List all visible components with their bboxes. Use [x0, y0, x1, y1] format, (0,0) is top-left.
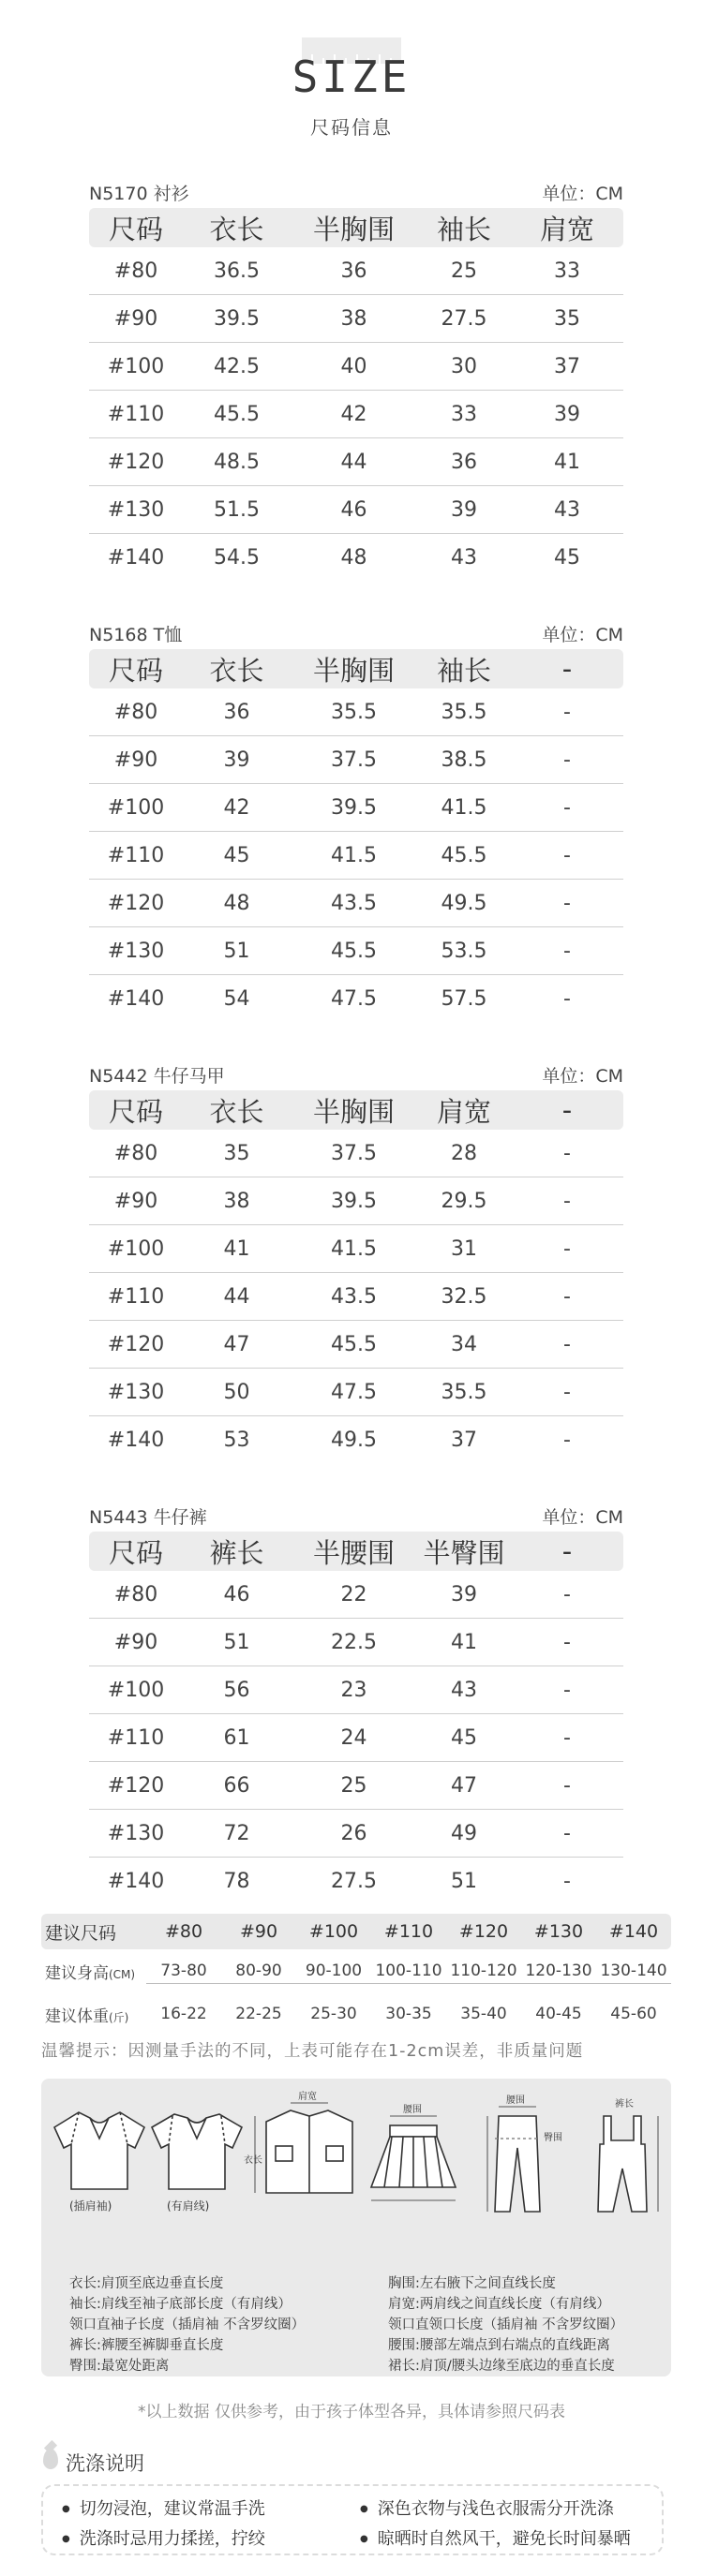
column-header: 袖长 [436, 654, 491, 687]
table-cell: - [563, 1284, 571, 1309]
table-cell: 41 [223, 1236, 250, 1261]
table-cell: 47 [451, 1773, 477, 1798]
table-cell: 25 [340, 1773, 367, 1798]
product-code: N5443 牛仔裤 [89, 1507, 207, 1528]
product-code: N5442 牛仔马甲 [89, 1066, 225, 1087]
weight-value: 35-40 [460, 2005, 507, 2023]
table-cell: 66 [223, 1773, 250, 1798]
table-cell: - [563, 1870, 571, 1893]
table-cell: - [563, 795, 571, 820]
table-cell: 44 [340, 450, 367, 474]
table-cell: #140 [107, 546, 165, 570]
table-cell: #100 [107, 795, 165, 820]
header [0, 0, 703, 159]
table-cell: 41 [451, 1630, 477, 1654]
table-cell: 47 [223, 1332, 250, 1356]
column-header: 袖长 [436, 213, 491, 245]
column-header: 半胸围 [312, 654, 395, 687]
table-cell: #110 [107, 1284, 165, 1309]
table-cell: 39 [451, 497, 477, 522]
column-header: 尺码 [108, 1536, 163, 1569]
hip-label: 臀围 [544, 2133, 562, 2143]
height-value: 120-130 [521, 1959, 596, 1984]
table-row [89, 784, 623, 832]
table-cell: 41 [554, 450, 580, 474]
table-cell: 45 [223, 843, 250, 867]
recommend-height-row [41, 1949, 671, 1992]
table-cell: 37.5 [331, 748, 377, 772]
table-header [89, 208, 623, 247]
table-cell: 33 [451, 402, 477, 426]
table-cell: 54 [223, 987, 250, 1011]
weight-label: 建议体重(斤) [45, 2006, 129, 2026]
table-header [89, 649, 623, 688]
table-cell: - [563, 891, 571, 915]
table-meta [89, 174, 623, 208]
wash-instructions [41, 2484, 664, 2555]
definition-item: 肩宽:两肩线之间直线长度（有肩线） [388, 2297, 610, 2312]
table-cell: 30 [451, 354, 477, 378]
table-cell: 45.5 [214, 402, 260, 426]
wash-item: ● 晾晒时自然风干，避免长时间暴晒 [360, 2525, 631, 2550]
wash-item: ● 深色衣物与浅色衣服需分开洗涤 [360, 2495, 614, 2520]
table-cell: 45 [554, 546, 580, 570]
table-row [89, 1130, 623, 1177]
weight-value: 45-60 [610, 2005, 657, 2023]
table-cell: 29.5 [441, 1189, 487, 1213]
table-row [89, 1619, 623, 1666]
unit-label: 单位：CM [542, 625, 623, 645]
weight-value: 22-25 [235, 2005, 282, 2023]
raglan-tee-icon [54, 2112, 144, 2189]
table-cell: #140 [107, 1429, 165, 1452]
table-row [89, 1416, 623, 1464]
table-cell: - [563, 1141, 571, 1165]
table-cell: - [563, 1582, 571, 1606]
wash-item: ● 切勿浸泡，建议常温手洗 [62, 2495, 265, 2520]
column-header: 尺码 [108, 213, 163, 245]
recommend-size: #130 [533, 1921, 584, 1942]
table-cell: 49.5 [331, 1429, 377, 1452]
table-row [89, 1571, 623, 1619]
table-cell: 33 [554, 259, 580, 283]
disclaimer-note: *以上数据 仅供参考，由于孩子体型各异，具体请参照尺码表 [138, 2403, 565, 2421]
definitions-left [69, 2273, 379, 2376]
table-cell: #130 [107, 1821, 165, 1845]
pants-icon [487, 2107, 540, 2212]
table-cell: - [563, 939, 571, 963]
setin-label: (有肩线) [167, 2199, 210, 2213]
table-cell: 54.5 [214, 546, 260, 570]
table-cell: 26 [340, 1821, 367, 1845]
height-value: 80-90 [221, 1959, 296, 1984]
size-table-shirt [89, 174, 623, 582]
unit-label: 单位：CM [542, 1507, 623, 1528]
table-cell: 43.5 [331, 891, 377, 915]
table-cell: #90 [113, 1630, 158, 1654]
pants-waist-label: 腰围 [506, 2095, 525, 2106]
table-cell: #120 [107, 1332, 165, 1356]
table-cell: 46 [340, 497, 367, 522]
table-row [89, 1321, 623, 1369]
table-cell: #110 [107, 843, 165, 867]
table-cell: #80 [113, 1141, 158, 1165]
table-cell: - [563, 843, 571, 867]
table-cell: - [563, 1725, 571, 1750]
garment-diagram [41, 2079, 671, 2266]
table-cell: 48 [340, 546, 367, 570]
table-cell: - [563, 1773, 571, 1798]
table-cell: 41.5 [331, 1236, 377, 1261]
table-row [89, 486, 623, 534]
height-value: 130-140 [596, 1959, 671, 1984]
recommend-header-row [41, 1914, 671, 1949]
product-code: N5170 衬衫 [89, 184, 189, 204]
column-header: 尺码 [108, 1095, 163, 1128]
table-cell: 47.5 [331, 1380, 377, 1404]
table-cell: #100 [107, 1236, 165, 1261]
weight-value: 30-35 [385, 2005, 432, 2023]
table-cell: 36 [451, 450, 477, 474]
weight-value: 25-30 [310, 2005, 357, 2023]
table-meta [89, 615, 623, 649]
definition-item: 领口直领口长度（插肩袖 不含罗纹圈） [388, 2317, 624, 2332]
table-cell: 43 [554, 497, 580, 522]
table-cell: 37.5 [331, 1141, 377, 1165]
measurement-panel [41, 2079, 671, 2376]
table-header [89, 1090, 623, 1130]
size-table-jeans [89, 1498, 623, 1905]
table-header [89, 1532, 623, 1571]
table-cell: #120 [107, 891, 165, 915]
table-row [89, 1225, 623, 1273]
recommend-size: #110 [383, 1921, 434, 1942]
table-cell: #80 [113, 700, 158, 724]
weight-value: 40-45 [535, 2005, 582, 2023]
table-cell: #100 [107, 1678, 165, 1702]
length-label: 衣长 [244, 2155, 262, 2166]
page-subtitle: 尺码信息 [310, 116, 393, 139]
table-cell: 72 [223, 1821, 250, 1845]
size-table-tshirt [89, 615, 623, 1023]
table-cell: 46 [223, 1582, 250, 1606]
table-row [89, 1273, 623, 1321]
table-cell: 61 [223, 1725, 250, 1750]
table-row [89, 1177, 623, 1225]
table-cell: 37 [451, 1429, 477, 1452]
column-header: 半腰围 [312, 1536, 395, 1569]
skirt-icon [371, 2116, 456, 2200]
table-cell: 34 [451, 1332, 477, 1356]
column-header: 裤长 [209, 1536, 264, 1569]
table-row [89, 391, 623, 438]
recommend-size: #100 [308, 1921, 359, 1942]
table-cell: 38.5 [441, 748, 487, 772]
table-cell: 43.5 [331, 1284, 377, 1309]
table-cell: - [563, 1429, 571, 1452]
table-cell: 39 [554, 402, 580, 426]
table-cell: 53.5 [441, 939, 487, 963]
definitions-right [388, 2273, 697, 2376]
table-cell: 22 [340, 1582, 367, 1606]
raglan-label: (插肩袖) [69, 2199, 112, 2213]
column-header: 衣长 [209, 1095, 264, 1128]
table-row [89, 438, 623, 486]
table-cell: #120 [107, 450, 165, 474]
table-cell: 45.5 [331, 1332, 377, 1356]
table-cell: - [563, 1189, 571, 1213]
definition-item: 胸围:左右腋下之间直线长度 [388, 2276, 556, 2291]
table-cell: 40 [340, 354, 367, 378]
table-cell: - [563, 1380, 571, 1404]
crotch-label: 裤长 [615, 2099, 634, 2110]
table-row [89, 832, 623, 880]
table-cell: 45 [451, 1725, 477, 1750]
table-cell: 51 [223, 1630, 250, 1654]
column-header: 衣长 [209, 654, 264, 687]
table-row [89, 1858, 623, 1905]
height-value: 100-110 [371, 1959, 446, 1984]
table-cell: 36 [223, 700, 250, 724]
table-cell: #90 [113, 748, 158, 772]
height-value: 90-100 [296, 1959, 371, 1984]
table-cell: 36.5 [214, 259, 260, 283]
table-cell: 36 [340, 259, 367, 283]
table-cell: 56 [223, 1678, 250, 1702]
table-cell: 51 [223, 939, 250, 963]
table-row [89, 1762, 623, 1810]
wash-title: 洗涤说明 [66, 2452, 144, 2475]
table-cell: #140 [107, 987, 165, 1011]
recommend-size: #90 [239, 1921, 278, 1942]
table-cell: #130 [107, 1380, 165, 1404]
table-cell: #90 [113, 306, 158, 331]
table-cell: 41.5 [331, 843, 377, 867]
recommend-table [41, 1914, 671, 2036]
recommend-size: #120 [458, 1921, 509, 1942]
table-cell: 35 [554, 306, 580, 331]
setin-tee-icon [152, 2114, 242, 2189]
table-row [89, 927, 623, 975]
table-cell: 49.5 [441, 891, 487, 915]
table-cell: - [563, 748, 571, 772]
table-cell: 78 [223, 1870, 250, 1893]
table-cell: 38 [223, 1189, 250, 1213]
table-row [89, 1666, 623, 1714]
table-cell: 24 [340, 1725, 367, 1750]
height-value: 110-120 [446, 1959, 521, 1984]
unit-label: 单位：CM [542, 1066, 623, 1087]
table-cell: 45.5 [441, 843, 487, 867]
table-row [89, 880, 623, 927]
table-row [89, 1810, 623, 1858]
definition-item: 腰围:腰部左端点到右端点的直线距离 [388, 2338, 610, 2353]
table-cell: 27.5 [441, 306, 487, 331]
column-header: - [561, 1535, 573, 1567]
recommend-size: #80 [164, 1921, 203, 1942]
table-cell: 37 [554, 354, 580, 378]
table-cell: 35.5 [441, 700, 487, 724]
table-cell: 42.5 [214, 354, 260, 378]
overalls-icon [598, 2116, 658, 2212]
table-row [89, 534, 623, 582]
definition-item: 裙长:肩顶/腰头边缘至底边的垂直长度 [388, 2359, 615, 2374]
size-table-vest [89, 1057, 623, 1464]
table-cell: 45.5 [331, 939, 377, 963]
table-cell: 49 [451, 1821, 477, 1845]
recommend-size: #140 [608, 1921, 659, 1942]
table-row [89, 295, 623, 343]
table-cell: 48 [223, 891, 250, 915]
table-cell: 42 [340, 402, 367, 426]
column-header: - [561, 1094, 573, 1126]
measurement-tip: 温馨提示：因测量手法的不同，上表可能存在1-2cm误差，非质量问题 [41, 2042, 584, 2061]
table-cell: 35 [223, 1141, 250, 1165]
table-cell: 42 [223, 795, 250, 820]
table-cell: #80 [113, 259, 158, 283]
table-cell: 31 [451, 1236, 477, 1261]
table-cell: #80 [113, 1582, 158, 1606]
table-cell: #140 [107, 1870, 165, 1893]
table-cell: 23 [340, 1678, 367, 1702]
table-cell: - [563, 1821, 571, 1845]
definition-item: 裤长:裤腰至裤脚垂直长度 [69, 2338, 224, 2353]
table-cell: 35.5 [441, 1380, 487, 1404]
column-header: 半臀围 [423, 1536, 505, 1569]
definition-item: 衣长:肩顶至底边垂直长度 [69, 2276, 224, 2291]
waist-label: 腰围 [403, 2105, 422, 2115]
column-header: 半胸围 [312, 1095, 395, 1128]
table-cell: 39 [451, 1582, 477, 1606]
table-cell: - [563, 1332, 571, 1356]
table-row [89, 975, 623, 1023]
table-row [89, 1369, 623, 1416]
column-header: 衣长 [209, 213, 264, 245]
table-meta [89, 1498, 623, 1532]
table-row [89, 247, 623, 295]
column-header: - [561, 653, 573, 685]
table-cell: 44 [223, 1284, 250, 1309]
height-label: 建议身高(CM) [45, 1963, 136, 1983]
wash-item: ● 洗涤时忌用力揉搓，拧绞 [62, 2525, 265, 2550]
column-header: 肩宽 [539, 213, 594, 245]
table-row [89, 736, 623, 784]
recommend-weight-row [41, 1992, 671, 2036]
height-value: 73-80 [146, 1959, 221, 1984]
column-header: 尺码 [108, 654, 163, 687]
table-cell: #100 [107, 354, 165, 378]
table-cell: 57.5 [441, 987, 487, 1011]
definition-item: 袖长:肩线至袖子底部长度（有肩线） [69, 2297, 292, 2312]
table-cell: 22.5 [331, 1630, 377, 1654]
table-cell: 35.5 [331, 700, 377, 724]
table-cell: 39.5 [331, 1189, 377, 1213]
weight-value: 16-22 [160, 2005, 207, 2023]
definition-item: 领口直袖子长度（插肩袖 不含罗纹圈） [69, 2317, 306, 2332]
table-cell: - [563, 700, 571, 724]
table-meta [89, 1057, 623, 1090]
table-cell: - [563, 1630, 571, 1654]
table-cell: - [563, 1678, 571, 1702]
table-cell: 39 [223, 748, 250, 772]
table-cell: 27.5 [331, 1870, 377, 1893]
table-cell: 47.5 [331, 987, 377, 1011]
table-cell: 48.5 [214, 450, 260, 474]
table-cell: 38 [340, 306, 367, 331]
table-cell: 43 [451, 1678, 477, 1702]
table-cell: 53 [223, 1429, 250, 1452]
definition-item: 臀围:最宽处距离 [69, 2359, 170, 2374]
table-row [89, 688, 623, 736]
table-cell: 41.5 [441, 795, 487, 820]
table-cell: 32.5 [441, 1284, 487, 1309]
column-header: 半胸围 [312, 213, 395, 245]
table-cell: 43 [451, 546, 477, 570]
table-cell: #130 [107, 497, 165, 522]
table-cell: 39.5 [214, 306, 260, 331]
shirt-icon [255, 2103, 352, 2193]
table-cell: 25 [451, 259, 477, 283]
table-cell: 51.5 [214, 497, 260, 522]
page-title: SIZE [292, 52, 411, 102]
table-cell: #110 [107, 402, 165, 426]
table-cell: 50 [223, 1380, 250, 1404]
table-cell: - [563, 987, 571, 1011]
table-cell: 28 [451, 1141, 477, 1165]
product-code: N5168 T恤 [89, 625, 183, 645]
table-cell: - [563, 1236, 571, 1261]
table-cell: 39.5 [331, 795, 377, 820]
column-header: 肩宽 [436, 1095, 491, 1128]
shoulder-label: 肩宽 [298, 2092, 317, 2102]
table-row [89, 1714, 623, 1762]
table-cell: #120 [107, 1773, 165, 1798]
unit-label: 单位：CM [542, 184, 623, 204]
table-cell: #90 [113, 1189, 158, 1213]
table-cell: 51 [451, 1870, 477, 1893]
table-cell: #130 [107, 939, 165, 963]
water-drop-icon [43, 2449, 58, 2469]
recommend-label: 建议尺码 [45, 1922, 117, 1944]
table-row [89, 343, 623, 391]
table-cell: #110 [107, 1725, 165, 1750]
